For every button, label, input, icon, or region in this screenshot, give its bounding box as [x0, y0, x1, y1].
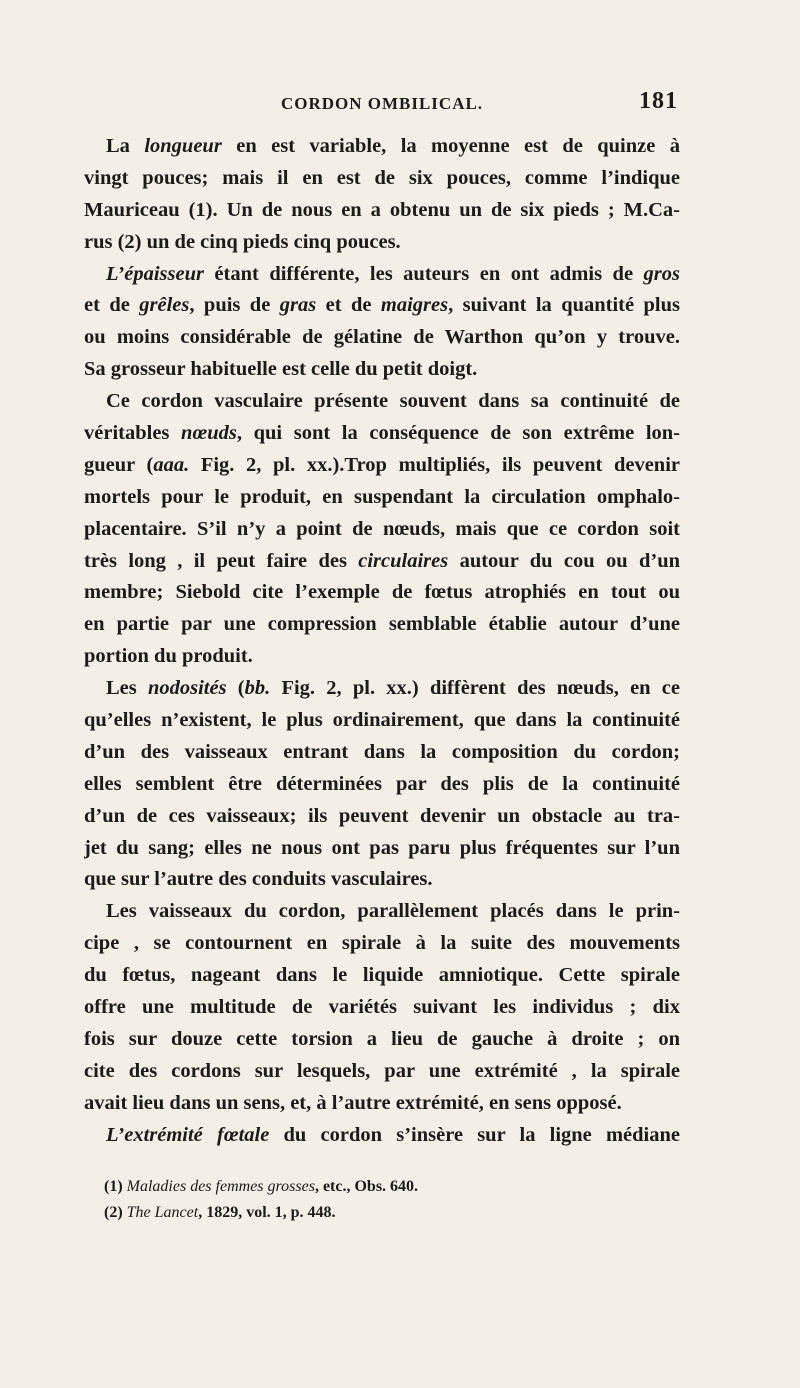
italic-text: nodosités: [147, 677, 227, 700]
text-line: [84, 418, 680, 450]
text-line: [84, 290, 680, 322]
text-segment: en partie par une compression semblable établie autour d’une: [84, 613, 680, 636]
text-segment: très long , il peut faire des: [84, 549, 359, 572]
italic-text: gras: [279, 294, 317, 317]
italic-text: nœuds: [181, 422, 237, 445]
text-segment: , puis de: [189, 294, 280, 317]
text-segment: Les vaisseaux du cordon, parallèlement placés dans le prin-: [106, 900, 680, 923]
text-line: [84, 227, 680, 259]
text-segment: fois sur douze cette torsion a lieu de gauche à droite ; on: [84, 1027, 680, 1050]
text-line: [84, 705, 680, 737]
text-line: [84, 1024, 680, 1056]
text-segment: (: [226, 677, 245, 700]
text-segment: Mauriceau (1). Un de nous en a obtenu un de six pieds ; M.Ca-: [84, 198, 680, 221]
text-line: [84, 1056, 680, 1088]
text-line: [84, 131, 680, 163]
text-segment: rus (2) un de cinq pieds cinq pouces.: [84, 230, 401, 253]
italic-text: Maladies des femmes grosses: [126, 1178, 315, 1195]
text-segment: , suivant la quantité plus: [448, 294, 680, 317]
text-segment: du cordon s’insère sur la ligne médiane: [269, 1123, 680, 1146]
italic-text: aaa.: [153, 453, 190, 476]
text-line: [84, 737, 680, 769]
text-segment: du fœtus, nageant dans le liquide amniotique. Cette spirale: [84, 964, 680, 987]
text-line: [84, 259, 680, 291]
text-line: [84, 673, 680, 705]
text-segment: Fig. 2, pl. xx.) diffèrent des nœuds, en ce: [270, 677, 680, 700]
text-segment: portion du produit.: [84, 645, 253, 668]
text-segment: autour du cou ou d’un: [448, 549, 680, 572]
text-line: [84, 609, 680, 641]
text-line: [84, 514, 680, 546]
italic-text: bb.: [244, 677, 271, 700]
italic-text: maigres: [380, 294, 449, 317]
text-line: [84, 1120, 680, 1152]
text-line: [84, 992, 680, 1024]
text-segment: offre une multitude de variétés suivant les individus ; dix: [84, 996, 680, 1019]
text-line: [84, 482, 680, 514]
text-line: [84, 928, 680, 960]
text-line: [84, 386, 680, 418]
text-segment: et de: [316, 294, 381, 317]
body-text: [84, 131, 680, 1152]
text-segment: (1): [104, 1178, 127, 1195]
text-segment: cipe , se contournent en spirale à la suite des mouvements: [84, 932, 680, 955]
text-line: [84, 833, 680, 865]
text-segment: , 1829, vol. 1, p. 448.: [198, 1204, 336, 1221]
text-segment: , qui sont la conséquence de son extrême lon-: [236, 422, 680, 445]
text-segment: Les: [106, 677, 148, 700]
italic-text: longueur: [144, 135, 222, 157]
text-segment: en est variable, la moyenne est de quinze à: [221, 135, 680, 157]
text-line: [84, 354, 680, 386]
italic-text: circulaires: [358, 549, 449, 572]
text-line: [84, 450, 680, 482]
running-header: [84, 88, 680, 122]
footnote-1: [104, 1174, 680, 1200]
text-segment: , etc., Obs. 640.: [314, 1178, 419, 1195]
text-line: [84, 864, 680, 896]
text-line: [84, 641, 680, 673]
page-number: 181: [639, 88, 678, 114]
text-segment: jet du sang; elles ne nous ont pas paru plus fréquentes sur l’un: [84, 836, 680, 859]
text-segment: que sur l’autre des conduits vasculaires.: [84, 868, 433, 891]
italic-text: L’extrémité fœtale: [106, 1123, 270, 1146]
text-segment: et de: [84, 294, 140, 317]
text-line: [84, 896, 680, 928]
text-segment: véritables: [84, 422, 182, 445]
italic-text: grêles: [139, 294, 190, 317]
text-segment: placentaire. S’il n’y a point de nœuds, mais que ce cordon soit: [84, 517, 680, 540]
text-line: [84, 195, 680, 227]
text-segment: Fig. 2, pl. xx.).Trop multipliés, ils peuvent devenir: [189, 453, 680, 476]
footnote-2: [104, 1200, 680, 1226]
text-segment: étant différente, les auteurs en ont admis de: [203, 262, 644, 285]
text-segment: elles semblent être déterminées par des plis de la continuité: [84, 772, 680, 795]
text-line: [84, 801, 680, 833]
text-line: [84, 163, 680, 195]
italic-text: L’épaisseur: [106, 262, 204, 285]
text-line: [84, 322, 680, 354]
footnotes: [104, 1174, 680, 1226]
text-line: [84, 1088, 680, 1120]
running-title: CORDON OMBILICAL.: [280, 94, 484, 113]
text-line: [84, 960, 680, 992]
text-line: [84, 769, 680, 801]
text-segment: gueur (: [84, 453, 154, 476]
text-segment: membre; Siebold cite l’exemple de fœtus atrophiés en tout ou: [84, 581, 680, 604]
text-segment: Ce cordon vasculaire présente souvent dans sa continuité de: [106, 390, 680, 413]
italic-text: The Lancet: [126, 1204, 199, 1221]
text-line: [84, 577, 680, 609]
text-line: [84, 546, 680, 578]
text-segment: avait lieu dans un sens, et, à l’autre extrémité, en sens opposé.: [84, 1091, 622, 1114]
text-segment: Sa grosseur habituelle est celle du petit doigt.: [84, 358, 478, 381]
text-segment: (2): [104, 1204, 127, 1221]
text-segment: cite des cordons sur lesquels, par une extrémité , la spirale: [84, 1059, 680, 1082]
italic-text: gros: [643, 262, 680, 285]
text-segment: qu’elles n’existent, le plus ordinairement, que dans la continuité: [84, 709, 680, 732]
text-segment: d’un des vaisseaux entrant dans la composition du cordon;: [84, 740, 680, 763]
text-segment: vingt pouces; mais il en est de six pouces, comme l’indique: [84, 166, 680, 189]
text-segment: ou moins considérable de gélatine de Warthon qu’on y trouve.: [84, 326, 680, 349]
text-segment: d’un de ces vaisseaux; ils peuvent devenir un obstacle au tra-: [84, 804, 680, 827]
text-segment: mortels pour le produit, en suspendant la circulation omphalo-: [84, 485, 680, 508]
text-segment: La: [106, 135, 145, 157]
